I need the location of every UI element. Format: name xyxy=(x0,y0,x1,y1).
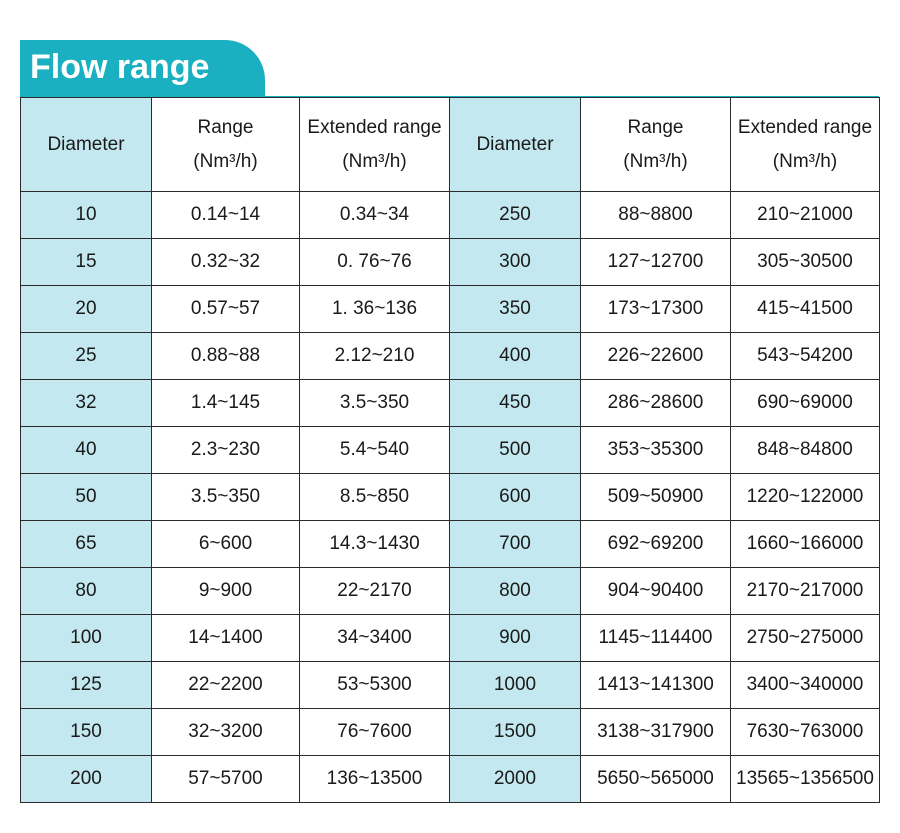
cell-diameter: 20 xyxy=(21,286,152,333)
cell-range: 1.4~145 xyxy=(152,380,300,427)
cell-extended-range: 543~54200 xyxy=(731,333,880,380)
header-extended-label: Extended range xyxy=(307,116,442,138)
cell-extended-range: 2170~217000 xyxy=(731,568,880,615)
cell-extended-range: 210~21000 xyxy=(731,192,880,239)
cell-diameter: 350 xyxy=(450,286,581,333)
header-diameter-label: Diameter xyxy=(476,133,554,155)
cell-diameter: 450 xyxy=(450,380,581,427)
cell-range: 0.32~32 xyxy=(152,239,300,286)
cell-diameter: 900 xyxy=(450,615,581,662)
cell-range: 509~50900 xyxy=(581,474,731,521)
cell-range: 286~28600 xyxy=(581,380,731,427)
cell-range: 3.5~350 xyxy=(152,474,300,521)
cell-range: 3138~317900 xyxy=(581,709,731,756)
cell-range: 2.3~230 xyxy=(152,427,300,474)
header-range-label: Range xyxy=(197,116,254,138)
cell-diameter: 400 xyxy=(450,333,581,380)
cell-range: 226~22600 xyxy=(581,333,731,380)
cell-extended-range: 8.5~850 xyxy=(300,474,450,521)
cell-range: 1413~141300 xyxy=(581,662,731,709)
table-row xyxy=(21,474,880,521)
cell-extended-range: 5.4~540 xyxy=(300,427,450,474)
cell-extended-range: 76~7600 xyxy=(300,709,450,756)
cell-diameter: 80 xyxy=(21,568,152,615)
header-range-right xyxy=(581,98,731,192)
cell-range: 353~35300 xyxy=(581,427,731,474)
cell-range: 127~12700 xyxy=(581,239,731,286)
cell-extended-range: 3.5~350 xyxy=(300,380,450,427)
header-extended-label: Extended range xyxy=(737,116,873,138)
cell-range: 5650~565000 xyxy=(581,756,731,803)
cell-extended-range: 7630~763000 xyxy=(731,709,880,756)
cell-diameter: 2000 xyxy=(450,756,581,803)
cell-diameter: 10 xyxy=(21,192,152,239)
table-header-row xyxy=(21,98,880,192)
cell-diameter: 700 xyxy=(450,521,581,568)
cell-diameter: 125 xyxy=(21,662,152,709)
table-row xyxy=(21,709,880,756)
cell-range: 14~1400 xyxy=(152,615,300,662)
cell-extended-range: 0. 76~76 xyxy=(300,239,450,286)
header-extended-left xyxy=(300,98,450,192)
cell-extended-range: 136~13500 xyxy=(300,756,450,803)
header-diameter-left xyxy=(21,98,152,192)
cell-extended-range: 1660~166000 xyxy=(731,521,880,568)
cell-diameter: 500 xyxy=(450,427,581,474)
cell-range: 9~900 xyxy=(152,568,300,615)
table-row xyxy=(21,239,880,286)
header-extended-unit: (Nm³/h) xyxy=(772,150,838,172)
header-diameter-right xyxy=(450,98,581,192)
cell-extended-range: 34~3400 xyxy=(300,615,450,662)
cell-diameter: 150 xyxy=(21,709,152,756)
header-extended-right xyxy=(731,98,880,192)
cell-diameter: 1000 xyxy=(450,662,581,709)
cell-range: 32~3200 xyxy=(152,709,300,756)
cell-extended-range: 2750~275000 xyxy=(731,615,880,662)
cell-diameter: 25 xyxy=(21,333,152,380)
page-title: Flow range xyxy=(30,48,210,86)
cell-range: 0.88~88 xyxy=(152,333,300,380)
table-row xyxy=(21,615,880,662)
cell-extended-range: 690~69000 xyxy=(731,380,880,427)
cell-range: 0.14~14 xyxy=(152,192,300,239)
cell-diameter: 15 xyxy=(21,239,152,286)
cell-extended-range: 1220~122000 xyxy=(731,474,880,521)
cell-range: 6~600 xyxy=(152,521,300,568)
cell-diameter: 600 xyxy=(450,474,581,521)
cell-diameter: 1500 xyxy=(450,709,581,756)
header-range-unit: (Nm³/h) xyxy=(193,150,258,172)
cell-range: 57~5700 xyxy=(152,756,300,803)
cell-diameter: 200 xyxy=(21,756,152,803)
cell-range: 22~2200 xyxy=(152,662,300,709)
cell-extended-range: 14.3~1430 xyxy=(300,521,450,568)
table-row xyxy=(21,662,880,709)
cell-extended-range: 0.34~34 xyxy=(300,192,450,239)
table-row xyxy=(21,427,880,474)
cell-diameter: 50 xyxy=(21,474,152,521)
header-extended-unit: (Nm³/h) xyxy=(342,150,407,172)
cell-extended-range: 53~5300 xyxy=(300,662,450,709)
table-row xyxy=(21,380,880,427)
cell-extended-range: 415~41500 xyxy=(731,286,880,333)
cell-diameter: 800 xyxy=(450,568,581,615)
header-range-label: Range xyxy=(627,116,684,138)
cell-range: 692~69200 xyxy=(581,521,731,568)
cell-range: 904~90400 xyxy=(581,568,731,615)
cell-range: 88~8800 xyxy=(581,192,731,239)
cell-range: 1145~114400 xyxy=(581,615,731,662)
header-range-left xyxy=(152,98,300,192)
table-body xyxy=(21,98,880,803)
cell-diameter: 100 xyxy=(21,615,152,662)
cell-extended-range: 848~84800 xyxy=(731,427,880,474)
cell-extended-range: 2.12~210 xyxy=(300,333,450,380)
cell-range: 0.57~57 xyxy=(152,286,300,333)
flow-range-table xyxy=(20,97,880,803)
cell-diameter: 40 xyxy=(21,427,152,474)
cell-diameter: 32 xyxy=(21,380,152,427)
cell-extended-range: 305~30500 xyxy=(731,239,880,286)
table-row xyxy=(21,756,880,803)
cell-extended-range: 1. 36~136 xyxy=(300,286,450,333)
cell-diameter: 300 xyxy=(450,239,581,286)
cell-diameter: 65 xyxy=(21,521,152,568)
header-diameter-label: Diameter xyxy=(47,133,125,155)
cell-diameter: 250 xyxy=(450,192,581,239)
table-row xyxy=(21,568,880,615)
cell-extended-range: 22~2170 xyxy=(300,568,450,615)
header-range-unit: (Nm³/h) xyxy=(623,150,688,172)
table-row xyxy=(21,286,880,333)
table-row xyxy=(21,333,880,380)
cell-range: 173~17300 xyxy=(581,286,731,333)
cell-extended-range: 3400~340000 xyxy=(731,662,880,709)
table-row xyxy=(21,192,880,239)
cell-extended-range: 13565~1356500 xyxy=(731,756,880,803)
table-row xyxy=(21,521,880,568)
